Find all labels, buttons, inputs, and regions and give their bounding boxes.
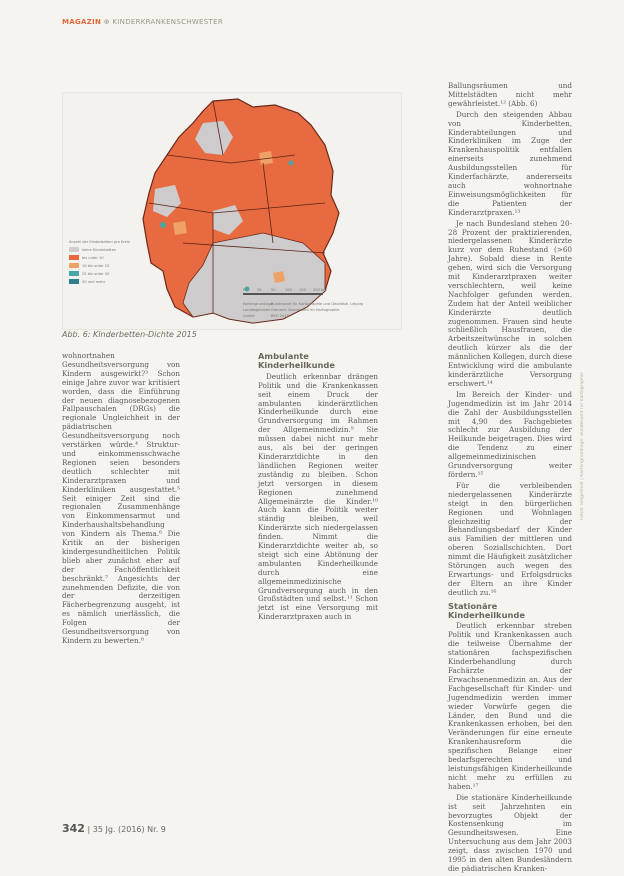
right-column [448, 82, 572, 876]
paragraph: Deutlich erkennbar drängen Politik und die Krankenkassen seit einem Druck der ambulanten kinderärztlichen Kinderheilkunde durch eine Grundversorgung im Rahmen der Allgemeinmedizin.⁹ Sie müssen dabei nicht nur mehr aus, als bei der geringen Kinderarztdichte in den ländlichen Regionen weiter zuständig zu bleiben. Schon jetzt versorgen in diesem Regionen zunehmend Allgemeinärzte die Kinder.¹⁰ Auch kann die Politik weiter ständig bleiben, weil Kinderärzte sich niedergelassen finden. Nimmt die Kinderarztdichte weiter ab, so steigt sich eine Abtönung der ambulanten Kinderheilkunde durch eine allgemeinmedizinische Grundversorgung auch in den Großstädten und selbst.¹¹ Schon jetzt ist eine Versorgung mit Kinderarztpraxen auch in [258, 371, 378, 622]
page-number: 342 [62, 822, 85, 835]
scale-label: 200 km [313, 288, 327, 292]
germany-map [62, 92, 402, 330]
paragraph: Im Bereich der Kinder- und Jugendmedizin ist im Jahr 2014 die Zahl der Ausbildungsstellen mit 4,90 des Fachgebietes schlecht zur Ausbildung der Heilkunde beigetragen. Dies wird die Tendenz zu einer allgemeinmedizinischen Grundversorgung weiter fördern.¹⁵ [448, 389, 572, 479]
paragraph: Ballungsräumen und Mittelstädten nicht mehr gewährleistet.¹² (Abb. 6) [448, 81, 572, 108]
legend-item: keine Kinderbetten [82, 248, 117, 252]
legend-item: 50 und mehr [82, 280, 106, 284]
source-value: BKG 2015 [271, 314, 289, 318]
paragraph: Deutlich erkennbar streben Politik und Krankenkassen auch die teilweise Übernahme der stationären fachspezifischen Kinderbehandlung durch Fachärzte der Erwachsenenmedizin an. Aus der Fachgesellschaft für Kinder- und Jugendmedizin werden immer wieder Vorwürfe gegen die Länder, den Bund und die Krankenkassen erhoben, bei den Veränderungen für eine erneute Krankenhausreform die spezifischen Belange einer bedarfsgerechten und leistungsfähigen Kinderheilkunde nicht mehr zu erfüllen zu haben.¹⁷ [448, 621, 572, 791]
map-legend [69, 240, 130, 284]
paragraph: Durch den steigenden Abbau von Kinderbetten, Kinderabteilungen und Kinderkliniken im Zuge der Krankenhauspolitik entfallen einerseits zunehmend Ausbildungsstellen für Kinderfachärzte, andererseits auch wohnortnahe Einweisungsmöglichkeiten für die Patienten der Kinderarztpraxen.¹³ [448, 109, 572, 217]
legend-item: 10 bis unter 25 [82, 264, 110, 268]
scale-label: 50 [271, 288, 276, 292]
separator-icon: ⊕ [103, 18, 113, 26]
source-value: Grenzen: Bundesamt für Kartographie [271, 308, 340, 312]
page-header [62, 18, 223, 26]
paragraph: wohnortnahen Gesundheitsversorgung von Kindern ausgewirkt?³ Schon einige Jahre zuvor war kritisiert worden, dass die Einführung der neuen diagnosebezogenen Fallpauschalen (DRGs) die regionale Ungleichheit in der pädiatrischen Gesundheitsversorgung noch verstärken würde.⁴ Struktur- und einkommensschwache Regionen seien besonders deutlich schlechter mit Kinderarztpraxen und Kinderkliniken ausgestattet.⁵ Seit einiger Zeit sind die regionalen Zusammenhänge von Einkommensarmut und Kinderhaushaltsbehandlung von Kindern als Thema.⁶ Die Kritik an der bisherigen kindergesundheitlichen Politik blieb aber zunächst eher auf der Fachöffentlichkeit beschränkt.⁷ Angesichts der zunehmenden Defizite, die von der derzeitigen Fächerbegrenzung ausgeht, ist es nämlich unerlässlich, die Folgen der Gesundheitsversorgung von Kindern zu bewerten.⁸ [62, 351, 180, 645]
middle-column [258, 352, 378, 624]
source-label: Quelle [243, 314, 255, 318]
source-label: Landesgrenzen [243, 308, 271, 312]
issue-label: 35 Jg. (2016) Nr. 9 [92, 825, 166, 834]
page-footer [62, 822, 166, 835]
section-heading-stationaer: Stationäre Kinderheilkunde [448, 600, 525, 620]
figure-caption: Abb. 6: Kinderbetten-Dichte 2015 [62, 330, 197, 339]
scale-label: 0 [243, 288, 246, 292]
scale-label: 100 [285, 288, 292, 292]
scale-label: 150 [299, 288, 306, 292]
source-value: Bundesamt für Kartographie und Geodäsie, Leipzig [271, 302, 363, 306]
separator-icon: | [87, 825, 93, 834]
paragraph: Für die verbleibenden niedergelassenen Kinderärzte steigt in den bürgerlichen Regionen und Wohnlagen gleichzeitig der Behandlungsbedarf der Kinder aus Familien der mittleren und oberen Soziallschichten. Dort nimmt die Häufigkeit zusätzlicher Störungen auch wegen des Erwartungs- und Erfolgsdrucks der Eltern an ihre Kinder deutlich zu.¹⁶ [448, 480, 572, 597]
section-label: MAGAZIN [62, 18, 102, 26]
left-column [62, 352, 180, 648]
legend-title: Anzahl der Kinderbetten pro Kreis [69, 240, 130, 244]
scale-label: 25 [257, 288, 262, 292]
source-label: Kartengrundlage [243, 302, 274, 306]
map-svg [63, 93, 403, 331]
side-credit: Fotos: Beigestellt | Kartengrundlage: Bundesamt für Kartographie [580, 372, 585, 520]
paragraph: Die stationäre Kinderheilkunde ist seit Jahrzehnten ein bevorzugtes Objekt der Kostensenkung im Gesundheitswesen. Eine Untersuchung aus dem Jahr 2003 zeigt, dass zwischen 1970 und 1995 in den alten Bundesländern die pädiatrischen Kranken- [448, 792, 572, 873]
magazine-title: KINDERKRANKENSCHWESTER [112, 18, 223, 26]
paragraph: Je nach Bundesland stehen 20-28 Prozent der praktizierenden, niedergelassenen Kinderärzte kurz vor dem Ruhestand (>60 Jahre). Sobald diese in Rente gehen, wird sich die Versorgung mit Kinderarztpraxen weiter verschlechtern, weil keine Nachfolger gefunden werden. Zudem hat der Anteil weiblicher Kinderärzte deutlich zugenommen. Frauen sind heute schließlich Hausfrauen, die Arbeitszeitwünsche in solchen deutlich kürzer als die der männlichen Kollegen, durch diese Entwicklung wird die ambulante kinderärztliche Versorgung erschwert.¹⁴ [448, 218, 572, 388]
legend-item: bis unter 10 [82, 256, 104, 260]
legend-item: 25 bis unter 50 [82, 272, 110, 276]
section-heading-ambulant: Ambulante Kinderheilkunde [258, 351, 335, 370]
